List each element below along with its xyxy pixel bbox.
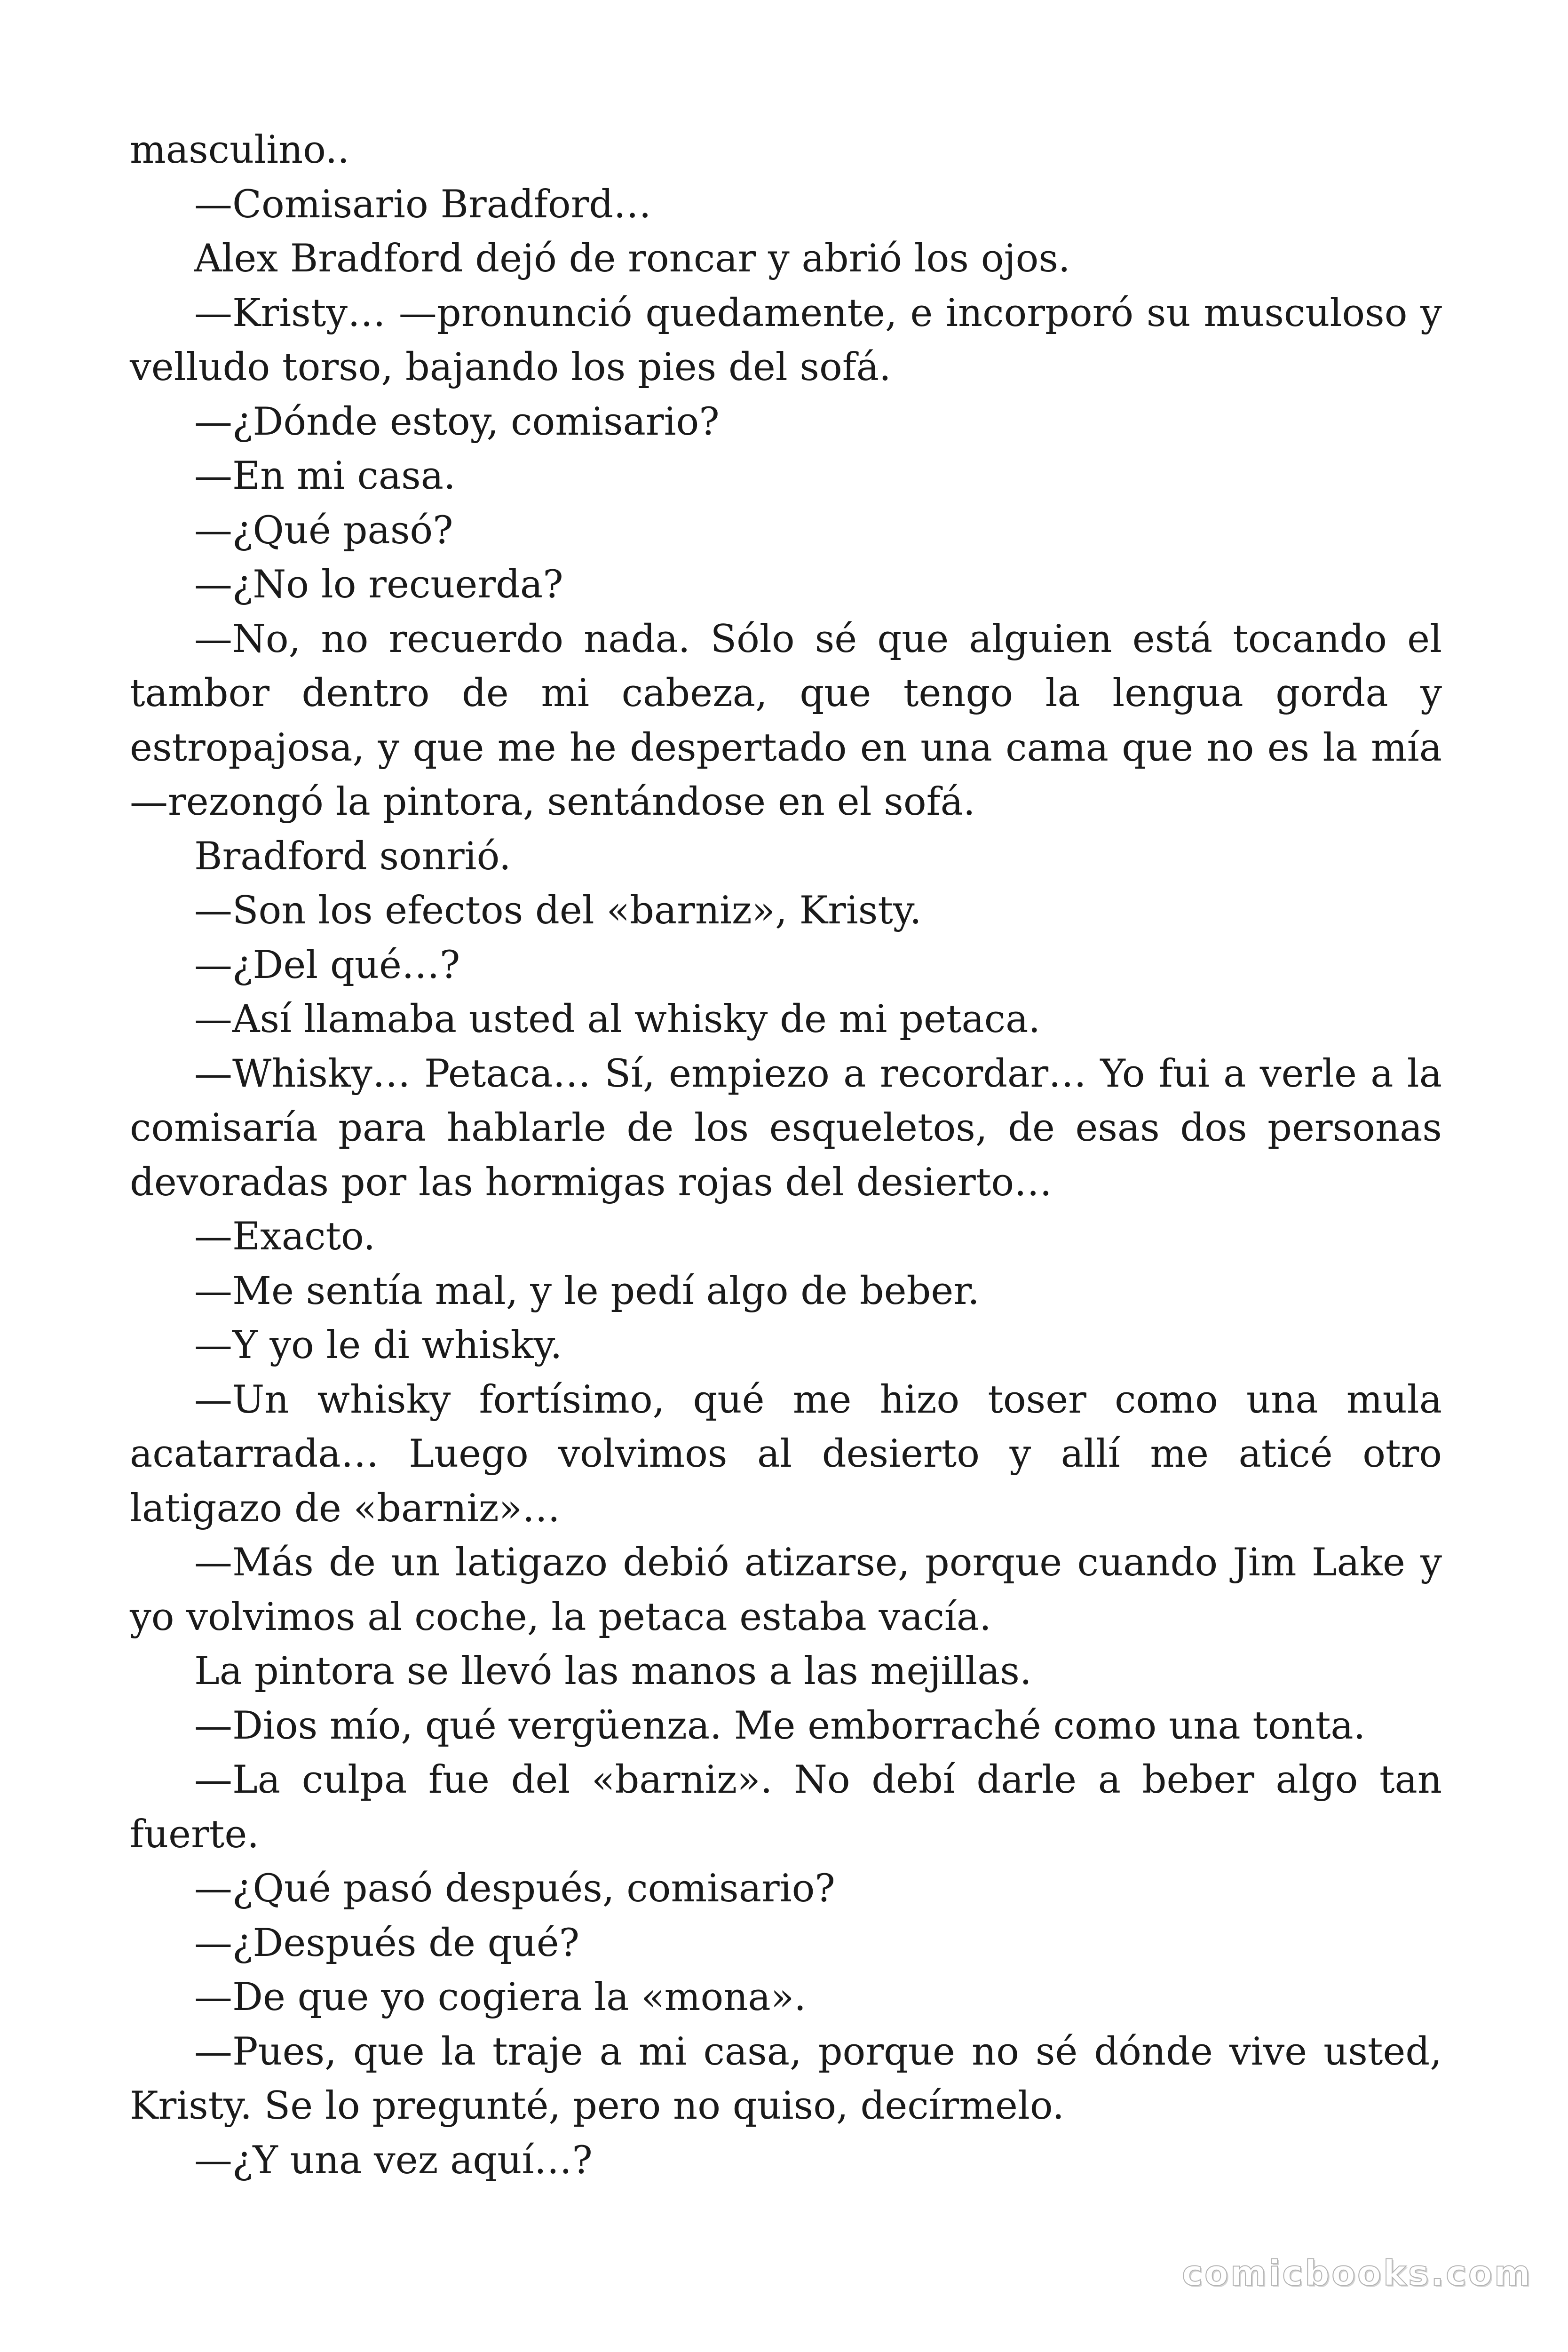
paragraph: —La culpa fue del «barniz». No debí darle a beber algo tan fuerte. bbox=[130, 1758, 1442, 1857]
paragraph: —Me sentía mal, y le pedí algo de beber. bbox=[194, 1269, 980, 1313]
paragraph: —Pues, que la traje a mi casa, porque no sé dónde vive usted, Kristy. Se lo pregunté, pero no quiso, decírmelo. bbox=[130, 2029, 1442, 2128]
paragraph: —Kristy… —pronunció quedamente, e incorporó su musculoso y velludo torso, bajando los pies del sofá. bbox=[130, 291, 1442, 389]
paragraph: —¿Qué pasó después, comisario? bbox=[194, 1867, 835, 1911]
paragraph: —Comisario Bradford… bbox=[194, 182, 652, 227]
paragraph: —De que yo cogiera la «mona». bbox=[194, 1975, 807, 2019]
paragraph: —Más de un latigazo debió atizarse, porque cuando Jim Lake y yo volvimos al coche, la petaca estaba vacía. bbox=[130, 1541, 1442, 1639]
paragraph: —Son los efectos del «barniz», Kristy. bbox=[194, 889, 922, 933]
paragraph: —Whisky… Petaca… Sí, empiezo a recordar… Yo fui a verle a la comisaría para hablarle de los esqueletos, de esas dos personas devoradas por las hormigas rojas del desierto… bbox=[130, 1051, 1442, 1205]
paragraph: —Un whisky fortísimo, qué me hizo toser como una mula acatarrada… Luego volvimos al desierto y allí me aticé otro latigazo de «barniz»… bbox=[130, 1377, 1442, 1531]
paragraph: La pintora se llevó las manos a las mejillas. bbox=[194, 1649, 1032, 1693]
page-text bbox=[130, 123, 1442, 2188]
paragraph: —¿Después de qué? bbox=[194, 1921, 580, 1965]
paragraph: —¿Qué pasó? bbox=[194, 508, 453, 553]
watermark: comicbooks.com bbox=[1182, 2253, 1532, 2294]
paragraph: —Así llamaba usted al whisky de mi petaca. bbox=[194, 997, 1041, 1041]
paragraph: —Dios mío, qué vergüenza. Me emborraché como una tonta. bbox=[194, 1703, 1366, 1748]
paragraph: —No, no recuerdo nada. Sólo sé que alguien está tocando el tambor dentro de mi cabeza, que tengo la lengua gorda y estropajosa, y que me he despertado en una cama que no es la mía —rezongó la pintora, sentándose en el sofá. bbox=[130, 617, 1442, 824]
paragraph: —¿No lo recuerda? bbox=[194, 563, 563, 607]
paragraph: —En mi casa. bbox=[194, 454, 456, 498]
paragraph: —¿Dónde estoy, comisario? bbox=[194, 399, 720, 444]
paragraph: Bradford sonrió. bbox=[194, 834, 511, 879]
paragraph: Alex Bradford dejó de roncar y abrió los ojos. bbox=[194, 237, 1070, 281]
paragraph: —¿Del qué…? bbox=[194, 943, 460, 987]
paragraph: —¿Y una vez aquí…? bbox=[194, 2138, 593, 2183]
paragraph: —Exacto. bbox=[194, 1215, 376, 1259]
paragraph: —Y yo le di whisky. bbox=[194, 1323, 562, 1367]
paragraph-continuation: masculino.. bbox=[130, 128, 350, 172]
